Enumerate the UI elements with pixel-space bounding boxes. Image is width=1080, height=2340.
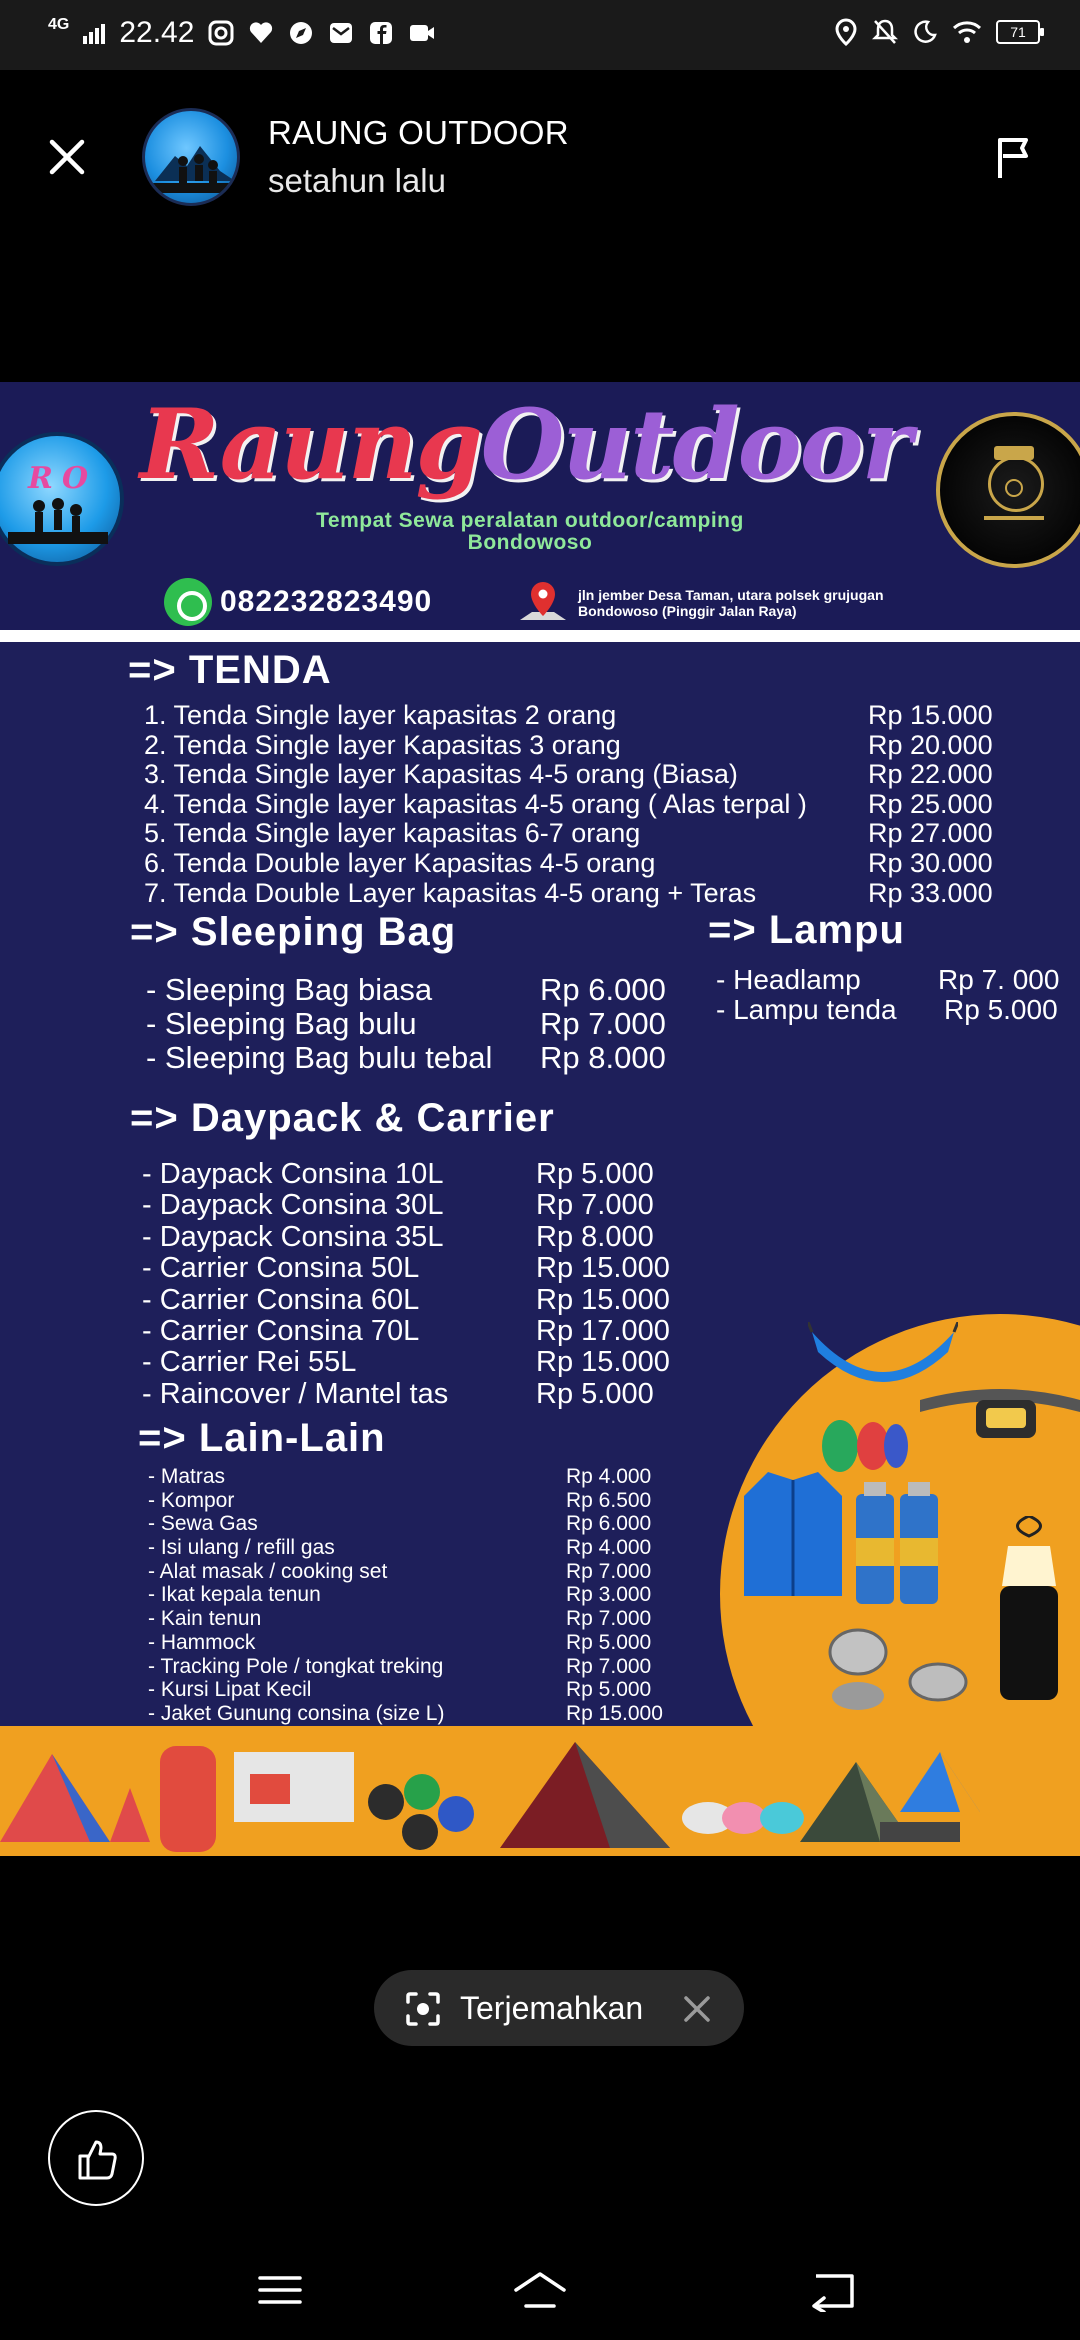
home-button[interactable] — [512, 2268, 568, 2312]
item-label: 2. Tenda Single layer Kapasitas 3 orang — [144, 729, 621, 760]
train-badge-icon — [936, 412, 1080, 568]
network-indicator: 4G — [48, 16, 70, 33]
item-price: Rp 8.000 — [540, 1040, 666, 1075]
list-item — [142, 1284, 702, 1315]
item-price: Rp 15.000 — [536, 1252, 670, 1285]
do-not-disturb-icon — [912, 19, 938, 45]
item-label: - Kompor — [148, 1488, 235, 1512]
section-title-daypack: => Daypack & Carrier — [130, 1096, 555, 1140]
item-price: Rp 17.000 — [536, 1314, 670, 1347]
item-label: - Carrier Consina 70L — [142, 1314, 420, 1347]
jacket-icon — [738, 1466, 848, 1606]
list-item — [142, 1346, 702, 1377]
list-item — [148, 1489, 708, 1513]
clock: 22.42 — [119, 16, 195, 49]
list-item — [148, 1607, 708, 1631]
recent-apps-button[interactable] — [252, 2268, 308, 2312]
svg-text:O: O — [62, 461, 89, 496]
report-flag-button[interactable] — [990, 134, 1038, 182]
list-item — [148, 1655, 708, 1679]
daypack-price-list — [142, 1158, 702, 1409]
camping-gear-row-icon — [0, 1722, 1080, 1856]
item-price: Rp 33.000 — [868, 877, 993, 908]
list-item — [144, 848, 1024, 878]
translate-label: Terjemahkan — [460, 1990, 644, 2026]
svg-text:R: R — [28, 461, 53, 496]
account-name[interactable]: RAUNG OUTDOOR — [268, 114, 569, 151]
list-item — [144, 759, 1024, 789]
sleeping-bag-price-list — [146, 972, 686, 1074]
list-item — [148, 1465, 708, 1489]
compass-icon — [288, 20, 314, 46]
item-label: 5. Tenda Single layer kapasitas 6-7 orang — [144, 818, 641, 849]
list-item — [144, 818, 1024, 848]
section-title-sleeping-bag: => Sleeping Bag — [130, 910, 457, 954]
item-price: Rp 15.000 — [868, 700, 993, 730]
item-price: Rp 8.000 — [536, 1220, 654, 1253]
section-title-tenda: => TENDA — [128, 648, 332, 692]
translate-button[interactable] — [374, 1970, 744, 2046]
back-button[interactable] — [806, 2268, 862, 2312]
headlamp-icon — [920, 1378, 1080, 1444]
mute-icon — [872, 18, 898, 46]
item-price: Rp 5.000 — [536, 1158, 654, 1190]
tagline — [200, 510, 860, 554]
item-label: 6. Tenda Double layer Kapasitas 4-5 orang — [144, 847, 656, 878]
item-label: 4. Tenda Single layer kapasitas 4-5 orang ( Alas terpal ) — [144, 788, 807, 819]
address-line1: jln jember Desa Taman, utara polsek grujugan — [578, 587, 884, 603]
item-label: - Headlamp — [716, 964, 861, 995]
list-item — [144, 730, 1024, 760]
facebook-icon — [368, 20, 394, 46]
list-item — [144, 789, 1024, 819]
item-price: Rp 15.000 — [566, 1701, 663, 1725]
item-label: - Daypack Consina 35L — [142, 1220, 444, 1253]
item-label: - Sleeping Bag bulu tebal — [146, 1040, 493, 1075]
lantern-icon — [994, 1516, 1064, 1706]
tenda-price-list — [144, 700, 1024, 907]
item-label: - Lampu tenda — [716, 994, 897, 1025]
list-item — [716, 994, 1076, 1024]
list-item — [148, 1560, 708, 1584]
close-button[interactable] — [42, 132, 92, 182]
list-item — [716, 964, 1076, 994]
tagline-line1: Tempat Sewa peralatan outdoor/camping — [316, 509, 744, 532]
section-title-lain-lain: => Lain-Lain — [138, 1416, 386, 1460]
tagline-line2: Bondowoso — [467, 531, 593, 554]
thumbs-up-icon — [74, 2136, 122, 2184]
item-label: - Tracking Pole / tongkat treking — [148, 1654, 444, 1678]
list-item — [144, 878, 1024, 908]
item-price: Rp 7.000 — [536, 1189, 654, 1222]
item-label: - Sleeping Bag biasa — [146, 972, 433, 1007]
item-price: Rp 7.000 — [566, 1607, 652, 1631]
item-label: - Carrier Consina 50L — [142, 1252, 420, 1285]
address-line2: Bondowoso (Pinggir Jalan Raya) — [578, 603, 797, 619]
list-item — [142, 1252, 702, 1283]
like-button[interactable] — [48, 2110, 144, 2206]
list-item — [146, 1006, 686, 1040]
item-label: - Hammock — [148, 1630, 256, 1654]
phone-number: 082232823490 — [220, 585, 433, 618]
section-title-lampu: => Lampu — [708, 908, 905, 952]
item-price: Rp 6.500 — [566, 1488, 652, 1512]
banner-divider — [0, 630, 1080, 642]
brand-word-raung: Raung — [139, 388, 481, 501]
video-icon — [408, 20, 436, 46]
item-price: Rp 6.000 — [566, 1512, 652, 1536]
system-nav-bar — [0, 2240, 1080, 2340]
brand-word-outdoor: Outdoor — [480, 388, 911, 501]
post-header — [0, 70, 1080, 240]
map-pin-icon — [518, 580, 568, 626]
list-item — [142, 1189, 702, 1220]
lens-translate-icon — [404, 1990, 442, 2028]
item-price: Rp 25.000 — [868, 788, 993, 819]
item-label: - Isi ulang / refill gas — [148, 1536, 335, 1560]
item-price: Rp 5.000 — [566, 1678, 652, 1702]
raung-logo-icon — [0, 432, 124, 566]
item-label: - Daypack Consina 10L — [142, 1158, 444, 1190]
item-price: Rp 7. 000 — [938, 964, 1060, 995]
address — [518, 580, 958, 626]
item-price: Rp 22.000 — [868, 759, 993, 790]
item-label: - Daypack Consina 30L — [142, 1189, 444, 1222]
item-price: Rp 7.000 — [566, 1559, 652, 1583]
post-time: setahun lalu — [268, 162, 446, 199]
heart-message-icon — [248, 20, 274, 46]
wifi-icon — [952, 19, 982, 45]
instagram-icon — [208, 20, 234, 46]
lampu-price-list — [716, 964, 1076, 1024]
cooking-set-icon — [822, 1616, 972, 1716]
item-price: Rp 6.000 — [540, 972, 666, 1007]
item-price: Rp 20.000 — [868, 729, 993, 760]
close-translate-icon[interactable] — [680, 1992, 714, 2026]
post-image[interactable] — [0, 382, 1080, 1856]
list-item — [148, 1536, 708, 1560]
item-price: Rp 3.000 — [566, 1583, 652, 1607]
list-item — [144, 700, 1024, 730]
item-price: Rp 5.000 — [566, 1630, 652, 1654]
location-icon — [834, 18, 858, 46]
item-price: Rp 7.000 — [540, 1006, 666, 1041]
whatsapp-icon — [164, 578, 212, 626]
item-label: - Sleeping Bag bulu — [146, 1006, 417, 1041]
battery-icon — [996, 20, 1040, 44]
list-item — [148, 1512, 708, 1536]
signal-icon — [83, 22, 105, 44]
list-item — [146, 972, 686, 1006]
list-item — [142, 1315, 702, 1346]
list-item — [148, 1631, 708, 1655]
item-price: Rp 30.000 — [868, 847, 993, 878]
item-label: - Jaket Gunung consina (size L) — [148, 1701, 445, 1725]
list-item — [142, 1221, 702, 1252]
item-price: Rp 5.000 — [536, 1377, 654, 1410]
item-label: - Alat masak / cooking set — [148, 1559, 388, 1583]
mail-icon — [328, 20, 354, 46]
poster-banner — [0, 382, 1080, 630]
phone-contact — [164, 578, 432, 626]
item-price: Rp 27.000 — [868, 818, 993, 849]
status-bar — [0, 0, 1080, 70]
item-label: 3. Tenda Single layer Kapasitas 4-5 orang (Biasa) — [144, 759, 738, 790]
item-label: - Carrier Rei 55L — [142, 1346, 357, 1379]
item-price: Rp 4.000 — [566, 1465, 652, 1488]
item-label: - Kain tenun — [148, 1607, 262, 1631]
list-item — [148, 1583, 708, 1607]
item-label: - Kursi Lipat Kecil — [148, 1678, 312, 1702]
item-price: Rp 5.000 — [944, 994, 1058, 1025]
item-price: Rp 15.000 — [536, 1346, 670, 1379]
battery-level: 71 — [1010, 24, 1026, 40]
gas-canister-icon — [852, 1478, 942, 1608]
item-price: Rp 15.000 — [536, 1283, 670, 1316]
item-label: - Sewa Gas — [148, 1512, 258, 1536]
item-label: 7. Tenda Double Layer kapasitas 4-5 orang + Teras — [144, 877, 757, 908]
item-label: - Matras — [148, 1465, 226, 1488]
item-label: - Carrier Consina 60L — [142, 1283, 420, 1316]
list-item — [146, 1040, 686, 1074]
list-item — [142, 1378, 702, 1409]
item-price: Rp 4.000 — [566, 1536, 652, 1560]
item-label: 1. Tenda Single layer kapasitas 2 orang — [144, 700, 617, 730]
hikers-logo-icon — [145, 111, 240, 206]
avatar[interactable] — [142, 108, 240, 206]
item-label: - Ikat kepala tenun — [148, 1583, 321, 1607]
list-item — [142, 1158, 702, 1189]
brand-title — [130, 388, 920, 501]
list-item — [148, 1678, 708, 1702]
item-label: - Raincover / Mantel tas — [142, 1377, 449, 1410]
item-price: Rp 7.000 — [566, 1654, 652, 1678]
lain-lain-price-list — [148, 1465, 708, 1726]
